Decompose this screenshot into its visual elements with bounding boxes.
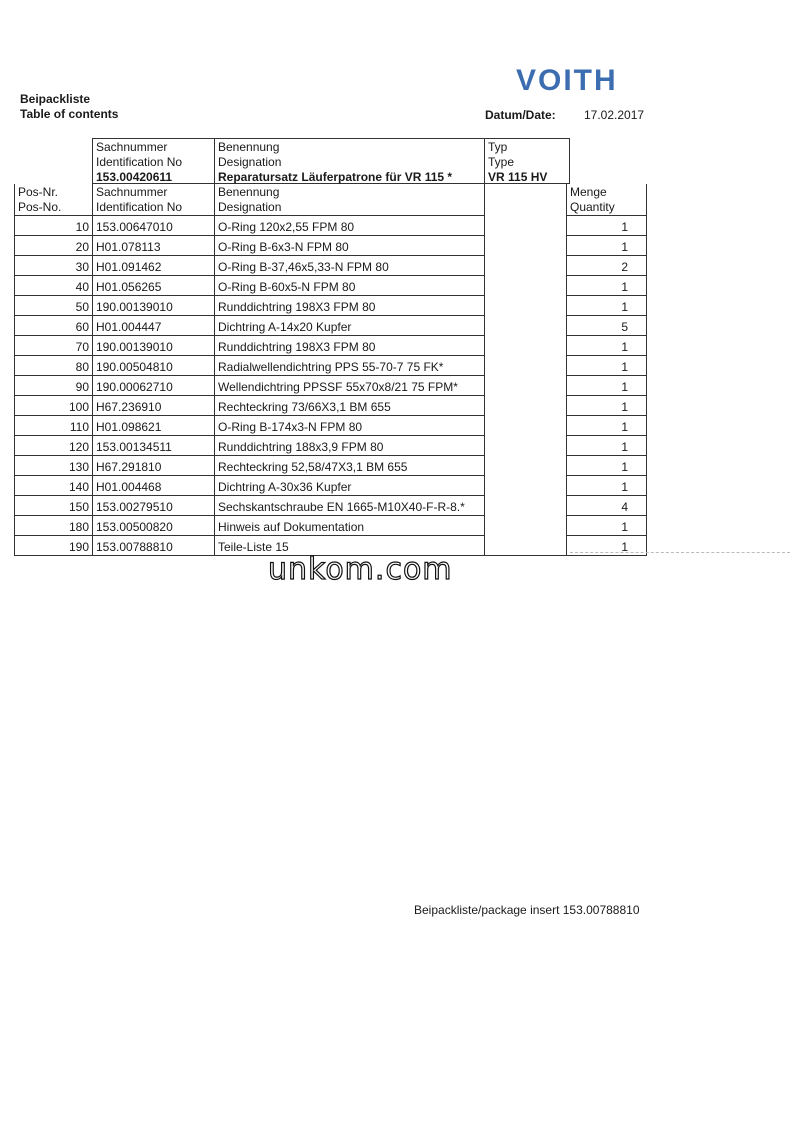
ident-cell: H01.004468 [93,476,215,496]
table-row [15,456,647,476]
ident-cell: 153.00788810 [93,536,215,556]
col-header-designation [215,184,485,216]
pos-cell: 80 [15,356,93,376]
quantity-cell: 1 [567,356,647,376]
designation-cell: O-Ring B-174x3-N FPM 80 [215,416,485,436]
designation-cell: O-Ring B-37,46x5,33-N FPM 80 [215,256,485,276]
spacer-cell [485,456,567,476]
kit-type-value: VR 115 HV [488,170,548,184]
pos-cell: 60 [15,316,93,336]
designation-cell: Runddichtring 198X3 FPM 80 [215,336,485,356]
spacer-cell [485,516,567,536]
spacer-cell [485,536,567,556]
parts-table-body [15,184,647,556]
pos-cell: 30 [15,256,93,276]
table-row [15,376,647,396]
quantity-cell: 1 [567,296,647,316]
kit-designation-cell [215,139,485,183]
col-qty-de: Menge [570,185,607,199]
scan-artifact-line [570,552,790,553]
ident-cell: 190.00062710 [93,376,215,396]
col-ident-de: Sachnummer [96,185,168,199]
designation-cell: Sechskantschraube EN 1665-M10X40-F-R-8.* [215,496,485,516]
pos-cell: 190 [15,536,93,556]
ident-cell: 190.00139010 [93,336,215,356]
ident-cell: 190.00139010 [93,296,215,316]
pos-cell: 50 [15,296,93,316]
kit-desig-label-de: Benennung [218,140,280,154]
spacer-cell [485,336,567,356]
pos-cell: 10 [15,216,93,236]
designation-cell: O-Ring B-60x5-N FPM 80 [215,276,485,296]
col-header-pos [15,184,93,216]
kit-type-label-de: Typ [488,140,508,154]
date-label: Datum/Date: [485,108,556,122]
col-pos-de: Pos-Nr. [18,185,59,199]
voith-logo: VOITH [516,64,618,97]
kit-ident-label-en: Identification No [96,155,183,169]
quantity-cell: 5 [567,316,647,336]
document-title [20,92,118,122]
col-pos-en: Pos-No. [18,200,62,214]
designation-cell: Teile-Liste 15 [215,536,485,556]
table-row [15,316,647,336]
pos-cell: 120 [15,436,93,456]
ident-cell: 153.00647010 [93,216,215,236]
spacer-cell [485,296,567,316]
kit-ident-value: 153.00420611 [96,170,173,184]
table-row [15,476,647,496]
table-row [15,336,647,356]
quantity-cell: 1 [567,236,647,256]
pos-cell: 90 [15,376,93,396]
pos-cell: 40 [15,276,93,296]
pos-cell: 70 [15,336,93,356]
designation-cell: Runddichtring 188x3,9 FPM 80 [215,436,485,456]
quantity-cell: 1 [567,456,647,476]
table-row [15,396,647,416]
kit-ident-cell [93,139,215,183]
spacer-cell [485,436,567,456]
table-row [15,416,647,436]
designation-cell: Runddichtring 198X3 FPM 80 [215,296,485,316]
quantity-cell: 1 [567,416,647,436]
table-row [15,356,647,376]
spacer-cell [485,356,567,376]
col-header-ident [93,184,215,216]
quantity-cell: 1 [567,436,647,456]
kit-desig-label-en: Designation [218,155,282,169]
spacer-cell [485,376,567,396]
pos-cell: 180 [15,516,93,536]
quantity-cell: 1 [567,216,647,236]
designation-cell: Rechteckring 73/66X3,1 BM 655 [215,396,485,416]
ident-cell: H01.091462 [93,256,215,276]
pos-cell: 140 [15,476,93,496]
spacer-cell [485,276,567,296]
pos-cell: 100 [15,396,93,416]
spacer-cell [485,396,567,416]
ident-cell: H01.078113 [93,236,215,256]
table-row [15,516,647,536]
quantity-cell: 1 [567,476,647,496]
table-row [15,276,647,296]
ident-cell: H67.291810 [93,456,215,476]
parts-table [14,184,647,556]
designation-cell: Wellendichtring PPSSF 55x70x8/21 75 FPM* [215,376,485,396]
col-qty-en: Quantity [570,200,615,214]
quantity-cell: 1 [567,336,647,356]
designation-cell: O-Ring B-6x3-N FPM 80 [215,236,485,256]
ident-cell: 190.00504810 [93,356,215,376]
col-desig-de: Benennung [218,185,280,199]
title-german: Beipackliste [20,92,91,106]
kit-type-label-en: Type [488,155,515,169]
designation-cell: O-Ring 120x2,55 FPM 80 [215,216,485,236]
designation-cell: Rechteckring 52,58/47X3,1 BM 655 [215,456,485,476]
table-row [15,296,647,316]
pos-cell: 150 [15,496,93,516]
spacer-cell [485,236,567,256]
pos-cell: 110 [15,416,93,436]
ident-cell: H01.004447 [93,316,215,336]
quantity-cell: 1 [567,516,647,536]
col-desig-en: Designation [218,200,282,214]
designation-cell: Dichtring A-30x36 Kupfer [215,476,485,496]
table-row [15,436,647,456]
quantity-cell: 1 [567,376,647,396]
kit-desig-value: Reparatursatz Läuferpatrone für VR 115 * [218,170,453,184]
kit-type-cell [485,139,571,183]
spacer-cell [485,416,567,436]
watermark-text: unkom.com [268,552,453,587]
quantity-cell: 2 [567,256,647,276]
table-row [15,236,647,256]
spacer-cell [485,216,567,236]
col-header-quantity [567,184,647,216]
table-row [15,256,647,276]
title-english: Table of contents [20,107,119,121]
pos-cell: 20 [15,236,93,256]
spacer-cell [485,256,567,276]
quantity-cell: 1 [567,276,647,296]
spacer-cell [485,316,567,336]
designation-cell: Hinweis auf Dokumentation [215,516,485,536]
ident-cell: 153.00279510 [93,496,215,516]
ident-cell: 153.00134511 [93,436,215,456]
quantity-cell: 1 [567,396,647,416]
ident-cell: 153.00500820 [93,516,215,536]
table-header-row [15,184,647,216]
designation-cell: Dichtring A-14x20 Kupfer [215,316,485,336]
table-row [15,216,647,236]
ident-cell: H01.098621 [93,416,215,436]
pos-cell: 130 [15,456,93,476]
footer-reference: Beipackliste/package insert 153.00788810 [414,903,640,917]
designation-cell: Radialwellendichtring PPS 55-70-7 75 FK* [215,356,485,376]
date-value: 17.02.2017 [584,108,645,122]
kit-header-box [92,138,570,184]
ident-cell: H01.056265 [93,276,215,296]
spacer-cell [485,496,567,516]
col-header-spacer [485,184,567,216]
table-row [15,496,647,516]
quantity-cell: 4 [567,496,647,516]
kit-ident-label-de: Sachnummer [96,140,168,154]
quantity-cell: 1 [567,536,647,556]
spacer-cell [485,476,567,496]
ident-cell: H67.236910 [93,396,215,416]
col-ident-en: Identification No [96,200,183,214]
